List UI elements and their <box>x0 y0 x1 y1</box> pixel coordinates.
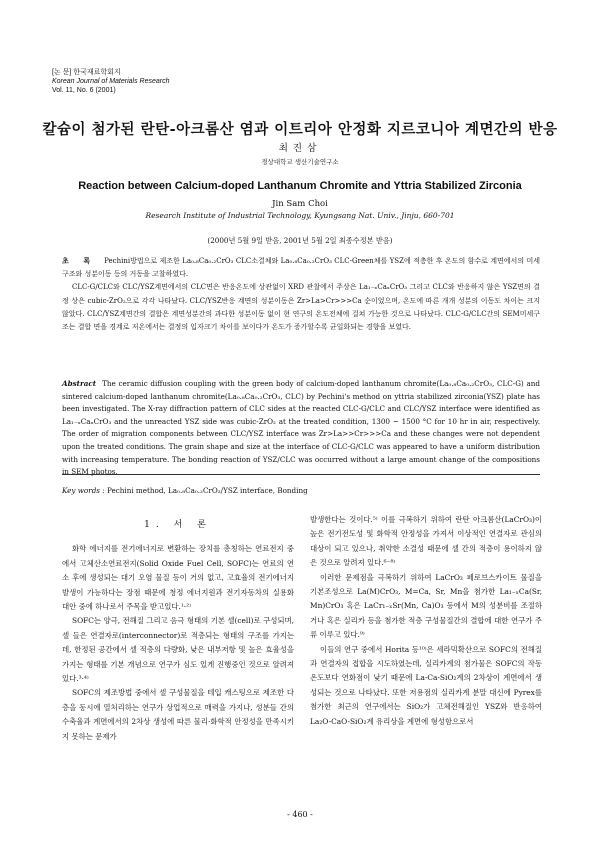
korean-abstract-p2: CLC-G/CLC와 CLC/YSZ계면에서의 CLC면은 반응온도에 상관없이 XRD 관찰에서 주상은 La₁₋ₓCaₓCrO₃ 그리고 CLC와 반응하지 않은 YSZ면의 결정 상은 cubic-ZrO₂으로 각각 나타났다. CLC/YSZ반응 계면의 성분이동은 Zr>La>Cr>>>Ca 순이었으며, 온도에 따른 개개 성분의 이동도 차이는 크지 않았다. CLC/YSZ계면간의 결합은 계면성분간의 과다한 성분이동 없이 현 연구의 온도전체에 걸쳐 가능한 것으로 나타났다. CLC-G/CLC간의 SEM미세구조는 결합 면을 경계로 저온에서는 결정의 입자크기 차이를 보이다가 온도가 증가할수록 균일화되는 경향을 보였다. <box>62 283 540 332</box>
english-author: Jin Sam Choi <box>272 199 328 209</box>
body-right-column <box>310 513 542 729</box>
page-number: - 460 - <box>287 810 313 819</box>
journal-header-line2: Korean Journal of Materials Research <box>52 78 170 85</box>
left-col-paragraph-3: SOFC의 제조방법 중에서 셀 구성물질을 테입 캐스팅으로 제조한 다층을 동시에 열처리하는 연구가 상업적으로 매력을 가지나, 성분들 간의 수축율과 계면에서의 2차상 생성에 따른 물리·화학적 안정성을 만족시키지 못하는 문제가 <box>62 688 294 741</box>
right-col-paragraph-1: 발생한다는 것이다.⁵⁾ 이를 극복하기 위하여 란탄 아크롬산(LaCrO₃)이 높은 전기전도성 및 화학적 안정성을 가져서 이상적인 연결자로 관심의 대상이 되고 있으나, 취약한 소결성 때문에 셀 간의 적층이 용이하지 않은 것으로 알려져 있다.⁶⁻⁸⁾ <box>310 515 542 568</box>
english-abstract-text: The ceramic diffusion coupling with the green body of calcium-doped lanthanum chromite(La₀.₈Ca₀.₂CrO₃, CLC-G) and sintered calcium-doped lanthanum chromite(La₀.₈Ca₀.₂CrO₃, CLC) by Pechini's method on yttria stabilized zirconia(YSZ) plate has been investigated. The X-ray diffraction pattern of CLC sides at the reacted CLC-G/CLC and CLC/YSZ interface were identified as La₁₋ₓCaₓCrO₃ and the unreacted YSZ side was cubic-ZrO₂ at the treated condition, 1300 ~ 1500 °C for 10 hr in air, respectively. The order of migration components between CLC/YSZ interface was Zr>La>>Cr>>>Ca and these changes were not dependent upon the treated conditions. The grain shape and size at the interface of CLC-G/CLC was appeared to have a uniform distribution with increasing temperature. The bonding reaction of YSZ/CLC was occurred without a large amount change of the compositions in SEM photos. <box>62 379 540 477</box>
right-col-paragraph-2: 이러한 문제점을 극복하기 위하여 LaCrO₃ 페로브스카이트 물질을 기본조성으로 La(M)CrO₃, M=Ca, Sr, Mn을 첨가한 La₁₋ₓCa(Sr, Mn)CrO₃ 혹은 LaCr₁₋ₓSr(Mn, Ca)O₃ 등에서 M의 성분비를 조절하거나 혹은 실리카 등을 첨가한 적층 구성물질간의 결합에 대한 연구가 주류 이루고 있다.⁹⁾ <box>310 572 542 640</box>
korean-author: 최진삼 <box>278 143 322 154</box>
journal-header-line1: [논 문] 한국재료학회지 <box>52 69 121 76</box>
korean-abstract <box>62 254 540 334</box>
english-affiliation: Research Institute of Industrial Technology, Kyungsang Nat. Univ., Jinju, 660-701 <box>145 211 455 220</box>
english-abstract-label: Abstract <box>62 379 97 388</box>
english-abstract <box>62 378 540 479</box>
section-heading-introduction: 1. 서 론 <box>144 520 212 530</box>
english-title: Reaction between Calcium-doped Lanthanum Chromite and Yttria Stabilized Zirconia <box>78 180 522 192</box>
korean-title: 칼슘이 첨가된 란탄-아크롬산 염과 이트리아 안정화 지르코니아 계면간의 반응 <box>42 121 558 138</box>
journal-header-line3: Vol. 11, No. 6 (2001) <box>52 87 116 94</box>
keywords-text: Pechini method, La₀.₈Ca₀.₂CrO₃/YSZ interface, Bonding <box>106 486 308 495</box>
korean-abstract-p1-text: Pechini방법으로 제조한 La₀.₈Ca₀.₂CrO₃ CLC소결체와 La₀.₈Ca₀.₂CrO₃ CLC-Green체를 YSZ에 적층한 후 온도의 함수로 계면에서의 미세구조와 성분이동 등의 거동을 고찰하였다. <box>62 257 540 279</box>
korean-abstract-p1 <box>62 254 540 281</box>
korean-affiliation: 경상대학교 생산기술연구소 <box>261 158 339 166</box>
body-left-column <box>62 510 294 744</box>
left-col-paragraph-1: 화학 에너지를 전기에너지로 변환하는 장치를 총칭하는 연료전지 중에서 고체산소연료전지(Solid Oxide Fuel Cell, SOFC)는 연료의 연소 후에 생성되는 대기 오염 물질 등이 거의 없고, 고효율의 전기에너지 발생이 가능하다는 장점 때문에 청정 에너지원과 전기자동차의 실용화 대안 중에 하나로서 주목을 받고있다.¹·²⁾ <box>62 544 294 612</box>
korean-abstract-label: 초 록 <box>62 256 97 265</box>
keywords <box>62 486 540 495</box>
received-dates: (2000년 5월 9일 받음, 2001년 5월 2일 최종수정본 받음) <box>207 236 393 245</box>
keyword-divider <box>62 474 540 475</box>
left-col-paragraph-2: SOFC는 양극, 전해질 그리고 음극 형태의 기본 셀(cell)로 구성되며, 셀 들은 연결자로(interconnector)로 적층되는 형태의 구조를 가지는데, 한정된 공간에서 셀 적층의 다량화, 낮은 내부저항 및 높은 효율성을 가지는 형태를 기본 개념으로 연구가 심도 있게 진행중인 것으로 알려져 있다.³·⁴⁾ <box>62 616 294 684</box>
right-col-paragraph-3: 이들의 연구 중에서 Horita 등¹⁰⁾은 세라믹확산으로 SOFC의 전해질과 연결자의 접합을 시도하였는데, 실리카계의 첨가물은 SOFC의 작동온도보다 연화점이 낮기 때문에 La-Ca-SiO₂계의 2차상이 계면에서 생성되는 것으로 나타났다. 또한 저용점의 실리카계 분말 대신에 Pyrex를 첨가한 최근의 연구에서는 SiO₂가 고체전해질인 YSZ와 반응하여 La₂O-CaO-SiO₂계 유리상을 계면에 형성함으로서 <box>310 644 542 726</box>
journal-header <box>52 68 170 95</box>
keywords-label: Key words : <box>62 486 105 495</box>
